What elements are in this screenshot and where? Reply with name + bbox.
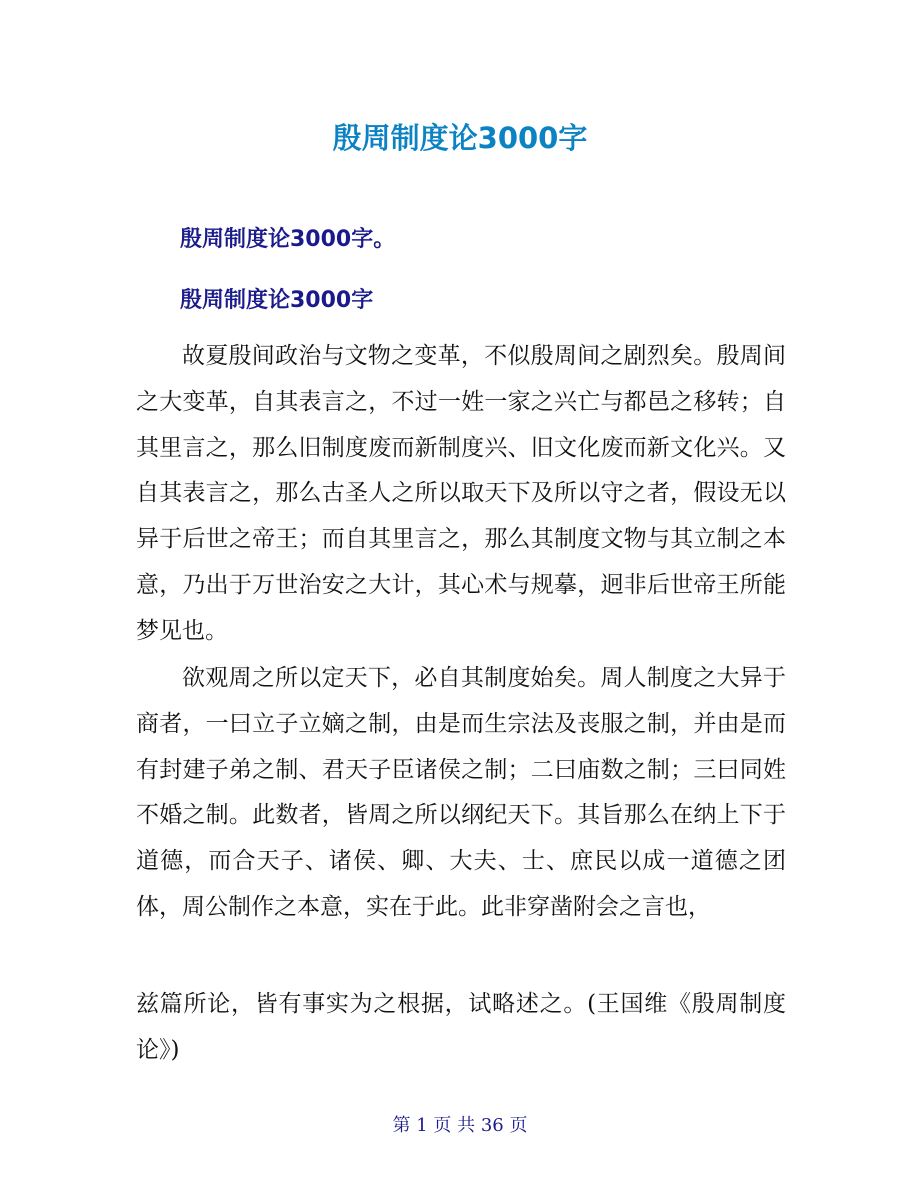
paragraph-2: 欲观周之所以定天下，必自其制度始矣。周人制度之大异于商者，一曰立子立嫡之制，由是而生宗法及丧服之制，并由是而有封建子弟之制、君天子臣诸侯之制；二曰庙数之制；三曰同姓不婚之制。此数者，皆周之所以纲纪天下。其旨那么在纳上下于道德，而合天子、诸侯、卿、大夫、士、庶民以成一道德之团体，周公制作之本意，实在于此。此非穿凿附会之言也， xyxy=(136,665,786,920)
page-number-footer: 第 1 页 共 36 页 xyxy=(392,1115,528,1136)
document-title: 殷周制度论3000字 xyxy=(332,121,588,155)
paragraph-1: 故夏殷间政治与文物之变革，不似殷周间之剧烈矣。殷周间之大变革，自其表言之，不过一姓一家之兴亡与都邑之移转；自其里言之，那么旧制度废而新制度兴、旧文化废而新文化兴。又自其表言之，那么古圣人之所以取天下及所以守之者，假设无以异于后世之帝王；而自其里言之，那么其制度文物与其立制之本意，乃出于万世治安之大计，其心术与规摹，迥非后世帝王所能梦见也。 xyxy=(136,343,786,644)
subheading-2: 殷周制度论3000字 xyxy=(180,288,374,313)
paragraph-3: 兹篇所论，皆有事实为之根据，试略述之。(王国维《殷周制度论》) xyxy=(136,991,786,1063)
subheading-1: 殷周制度论3000字。 xyxy=(180,227,396,252)
